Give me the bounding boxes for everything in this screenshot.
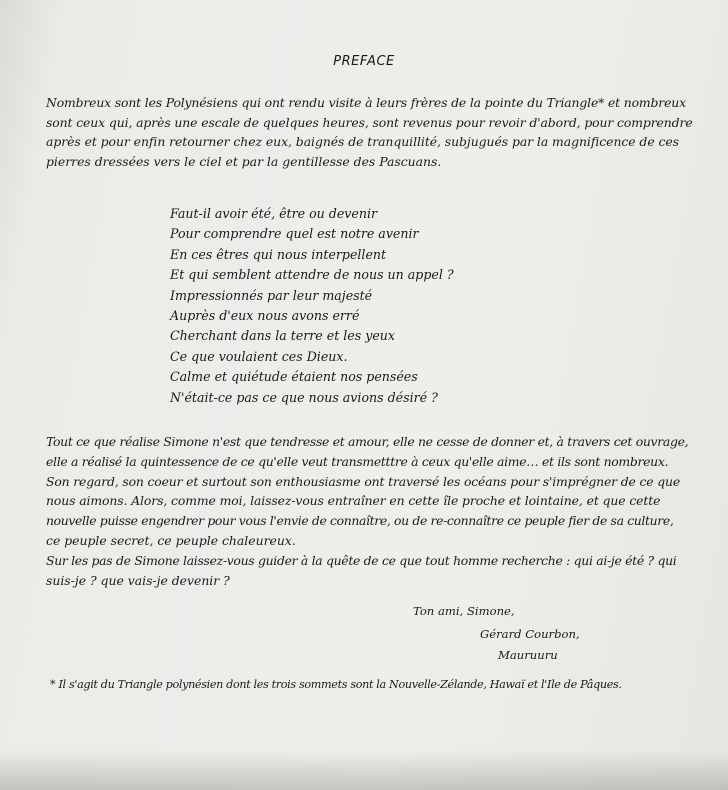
poem-line: Ce que voulaient ces Dieux. bbox=[170, 348, 348, 364]
intro-paragraph bbox=[46, 93, 693, 171]
text-line: Sur les pas de Simone laissez-vous guider à la quête de ce que tout homme recherche : qui ai-je été ? qui bbox=[46, 552, 677, 568]
poem-line: En ces êtres qui nous interpellent bbox=[170, 246, 387, 262]
poem-line: Impressionnés par leur majesté bbox=[170, 287, 373, 303]
text-line: nous aimons. Alors, comme moi, laissez-vous entraîner en cette île proche et lointaine, et que cette bbox=[46, 493, 661, 509]
poem-line: Et qui semblent attendre de nous un appel ? bbox=[170, 267, 454, 283]
signature-name: Gérard Courbon, bbox=[480, 627, 580, 641]
poem-line: Calme et quiétude étaient nos pensées bbox=[170, 369, 418, 385]
text-line: pierres dressées vers le ciel et par la gentillesse des Pascuans. bbox=[46, 153, 442, 169]
poem-line: Auprès d'eux nous avons erré bbox=[170, 308, 360, 324]
poem-line: Pour comprendre quel est notre avenir bbox=[170, 226, 419, 242]
text-line: nouvelle puisse engendrer pour vous l'envie de connaître, ou de re-connaître ce peuple fier de sa culture, bbox=[46, 513, 674, 529]
text-line: elle a réalisé la quintessence de ce qu'elle veut transmetttre à ceux qu'elle aime… et ils sont nombreux. bbox=[46, 453, 669, 469]
text-line: suis-je ? que vais-je devenir ? bbox=[46, 572, 230, 588]
poem-line: N'était-ce pas ce que nous avions désiré ? bbox=[170, 389, 438, 405]
signature-greeting: Ton ami, Simone, bbox=[413, 604, 515, 618]
poem-line: Cherchant dans la terre et les yeux bbox=[170, 328, 396, 344]
poem bbox=[170, 204, 454, 408]
text-line: sont ceux qui, après une escale de quelques heures, sont revenus pour revoir d'abord, pour comprendre bbox=[46, 114, 693, 130]
signature-nickname: Mauruuru bbox=[498, 648, 558, 662]
page-title: PREFACE bbox=[333, 54, 395, 69]
page-edge-shadow bbox=[0, 750, 728, 790]
text-line: Nombreux sont les Polynésiens qui ont rendu visite à leurs frères de la pointe du Triangle* et nombreux bbox=[46, 95, 686, 110]
poem-line: Faut-il avoir été, être ou devenir bbox=[170, 206, 378, 221]
text-line: Tout ce que réalise Simone n'est que tendresse et amour, elle ne cesse de donner et, à travers cet ouvrage, bbox=[46, 434, 689, 449]
body-paragraph bbox=[46, 432, 696, 590]
text-line: après et pour enfin retourner chez eux, baignés de tranquillité, subjugués par la magnificence de ces bbox=[46, 134, 679, 149]
text-line: Son regard, son coeur et surtout son enthousiasme ont traversé les océans pour s'imprégner de ce que bbox=[46, 473, 681, 489]
text-line: ce peuple secret, ce peuple chaleureux. bbox=[46, 532, 296, 548]
footnote: * Il s'agit du Triangle polynésien dont les trois sommets sont la Nouvelle-Zélande, Hawaï et l'Ile de Pâques. bbox=[50, 678, 622, 691]
